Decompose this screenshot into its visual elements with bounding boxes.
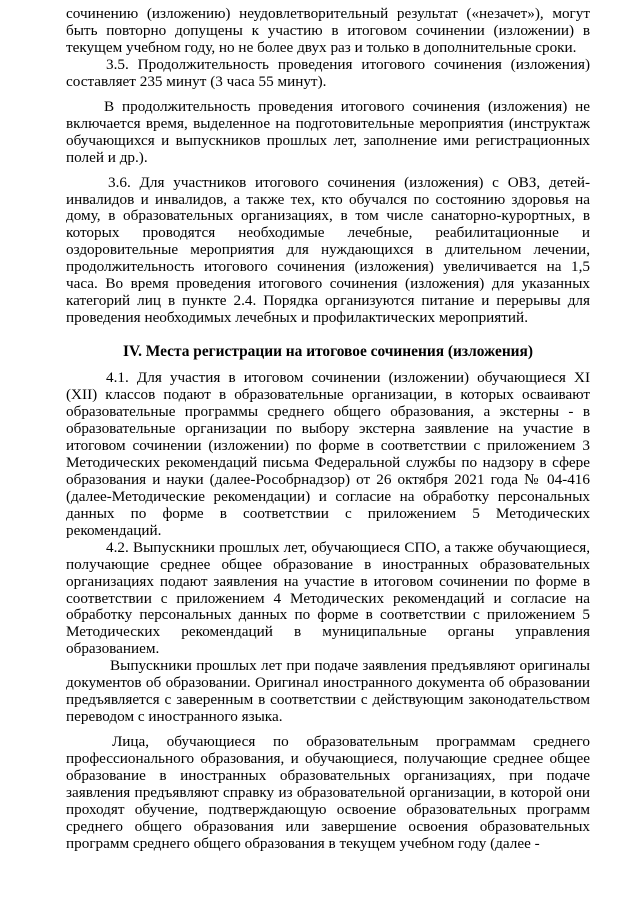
paragraph-3-6-special-needs: 3.6. Для участников итогового сочинения (изложения) с ОВЗ, детей-инвалидов и инвалидов, а также тех, кто обучался по состоянию здоровья на дому, в образовательных организациях, в том числе санаторно-курортных, в которых проводятся необходимые лечебные, реабилитационные и оздоровительные мероприятия для нуждающихся в длительном лечении, продолжительность итогового сочинения (изложения) увеличивается на 1,5 часа. Во время проведения итогового сочинения (изложения) для указанных категорий лиц в пункте 2.4. Порядка организуются питание и перерывы для проведения необходимых лечебных и профилактических мероприятий.: [66, 173, 590, 327]
paragraph-original-documents: Выпускники прошлых лет при подаче заявления предъявляют оригиналы документов об образовании. Оригинал иностранного документа об образовании предъявляется с заверенным в соответствии с действующим законодательством переводом с иностранного языка.: [66, 657, 590, 726]
paragraph-retake-rules: сочинению (изложению) неудовлетворительный результат («незачет»), могут быть повторно допущены к участию в итоговом сочинении (изложении) в текущем учебном году, но не более двух раз и только в дополнительные сроки.: [66, 5, 590, 56]
paragraph-duration-exclusions: В продолжительность проведения итогового сочинения (изложения) не включается время, выделенное на подготовительные мероприятия (инструктаж обучающихся и выпускников прошлых лет, заполнение ими регистрационных полей и др.).: [66, 97, 590, 166]
paragraph-vocational-students: Лица, обучающиеся по образовательным программам среднего профессионального образования, и обучающиеся, получающие среднее общее образование в иностранных образовательных организациях, при подаче заявления предъявляют справку из образовательной организации, в которой они проходят обучение, подтверждающую освоение образовательных программ среднего общего образования или завершение освоения образовательных программ среднего общего образования в текущем учебном году (далее -: [66, 733, 590, 852]
paragraph-3-5-duration: 3.5. Продолжительность проведения итогового сочинения (изложения) составляет 235 минут (3 часа 55 минут).: [66, 55, 590, 90]
document-page: [66, 6, 590, 853]
section-heading-iv: IV. Места регистрации на итоговое сочинения (изложения): [122, 343, 534, 361]
paragraph-4-2-graduates: 4.2. Выпускники прошлых лет, обучающиеся СПО, а также обучающиеся, получающие среднее общее образование в иностранных образовательных организациях подают заявления на участие в итоговом сочинении по форме в соответствии с приложением 4 Методических рекомендаций и согласие на обработку персональных данных по форме в соответствии с приложением 5 Методических рекомендаций в муниципальные органы управления образованием.: [66, 538, 590, 658]
paragraph-4-1-registration: 4.1. Для участия в итоговом сочинении (изложении) обучающиеся XI (XII) классов подают в образовательные организации, в которых осваивают образовательные программы среднего общего образования, а экстерны - в образовательные организации по выбору экстерна заявление на участие в итоговом сочинении (изложении) по форме в соответствии с приложением 3 Методических рекомендаций письма Федеральной службы по надзору в сфере образования и науки (далее-Рособрнадзор) от 26 октября 2021 года № 04-416 (далее-Методические рекомендации) и согласие на обработку персональных данных по форме в соответствии с приложением 5 Методических рекомендаций.: [66, 369, 590, 539]
